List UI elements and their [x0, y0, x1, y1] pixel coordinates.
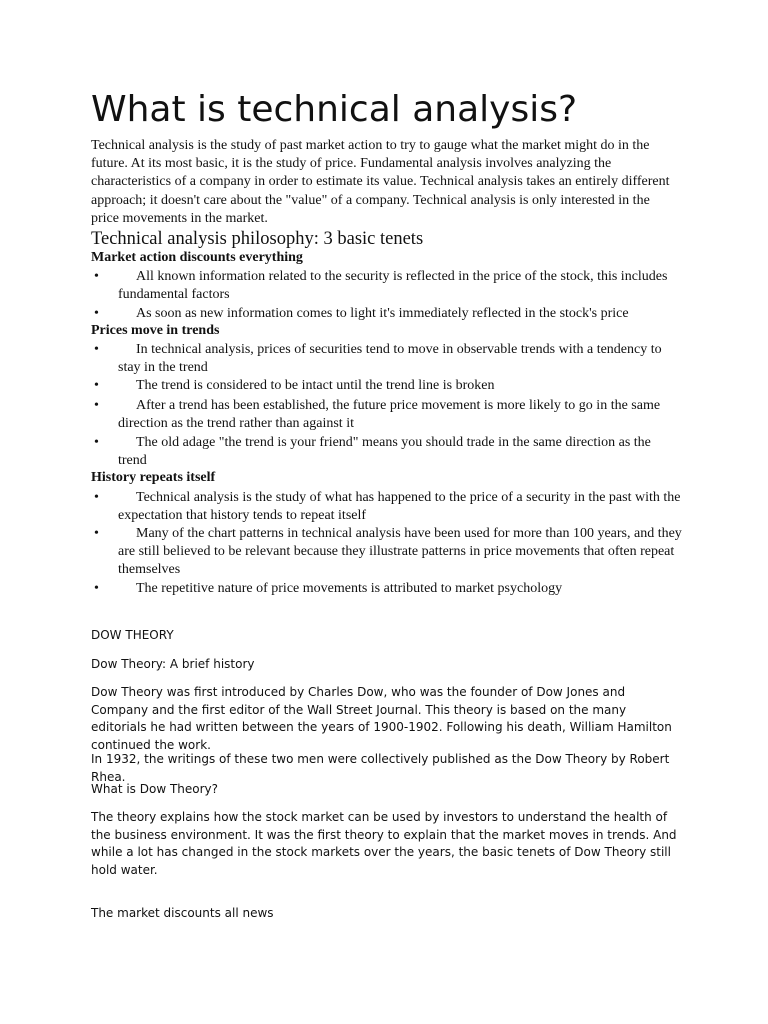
list-item: [91, 268, 683, 304]
bullet-icon: •: [94, 378, 99, 393]
intro-paragraph: Technical analysis is the study of past market action to try to gauge what the market might do in the future. At its most basic, it is the study of price. Fundamental analysis involves analyzing the characteristics of a company in order to estimate its value. Technical analysis takes an entirely different approach; it doesn't care about the "value" of a company. Technical analysis is only interested in the price movements in the market.: [91, 138, 670, 226]
question-heading: What is Dow Theory?: [91, 782, 219, 796]
list-item: [91, 489, 683, 525]
list-item-text: Technical analysis is the study of what has happened to the price of a security in the past with the expectation that history tends to repeat itself: [118, 490, 681, 523]
list-item-text: The repetitive nature of price movements is attributed to market psychology: [136, 581, 563, 596]
list-item: [91, 397, 683, 433]
list-item-text: After a trend has been established, the future price movement is more likely to go in the same direction as the trend rather than against it: [118, 398, 661, 431]
list-item-text: As soon as new information comes to light it's immediately reflected in the stock's price: [136, 306, 629, 321]
section-heading: The market discounts all news: [91, 906, 274, 920]
bullet-icon: •: [94, 526, 99, 541]
section-heading: DOW THEORY: [91, 628, 174, 642]
list-item-text: The old adage "the trend is your friend" means you should trade in the same direction as the trend: [118, 435, 651, 468]
paragraph: In 1932, the writings of these two men were collectively published as the Dow Theory by Robert Rhea.: [91, 752, 670, 784]
page-title: What is technical analysis?: [91, 89, 578, 130]
bullet-icon: •: [94, 398, 99, 413]
list-item-text: In technical analysis, prices of securities tend to move in observable trends with a tendency to stay in the trend: [118, 342, 662, 375]
list-item-text: Many of the chart patterns in technical analysis have been used for more than 100 years, and they are still believed to be relevant because they illustrate patterns in price movements that often repeat themselves: [118, 526, 682, 577]
bullet-icon: •: [94, 581, 99, 596]
list-item: [91, 434, 683, 470]
list-item: [91, 305, 683, 323]
list-item-text: The trend is considered to be intact until the trend line is broken: [136, 378, 495, 393]
paragraph: Dow Theory was first introduced by Charles Dow, who was the founder of Dow Jones and Company and the first editor of the Wall Street Journal. This theory is based on the many editorials he had written between the years of 1900-1902. Following his death, William Hamilton continued the work.: [91, 685, 672, 752]
tenet-heading: Market action discounts everything: [91, 250, 303, 265]
tenet-heading: Prices move in trends: [91, 323, 220, 338]
list-item: [91, 341, 683, 377]
list-item: [91, 580, 683, 598]
philosophy-heading: Technical analysis philosophy: 3 basic tenets: [91, 229, 424, 249]
paragraph: The theory explains how the stock market can be used by investors to understand the health of the business environment. It was the first theory to explain that the market moves in trends. And while a lot has changed in the stock markets over the years, the basic tenets of Dow Theory still hold water.: [91, 810, 677, 877]
tenet-heading: History repeats itself: [91, 470, 216, 485]
subheading: Dow Theory: A brief history: [91, 657, 255, 671]
bullet-icon: •: [94, 306, 99, 321]
bullet-icon: •: [94, 435, 99, 450]
bullet-icon: •: [94, 342, 99, 357]
bullet-icon: •: [94, 269, 99, 284]
list-item: [91, 525, 683, 579]
list-item-text: All known information related to the security is reflected in the price of the stock, this includes fundamental factors: [118, 269, 668, 302]
list-item: [91, 377, 683, 395]
bullet-icon: •: [94, 490, 99, 505]
